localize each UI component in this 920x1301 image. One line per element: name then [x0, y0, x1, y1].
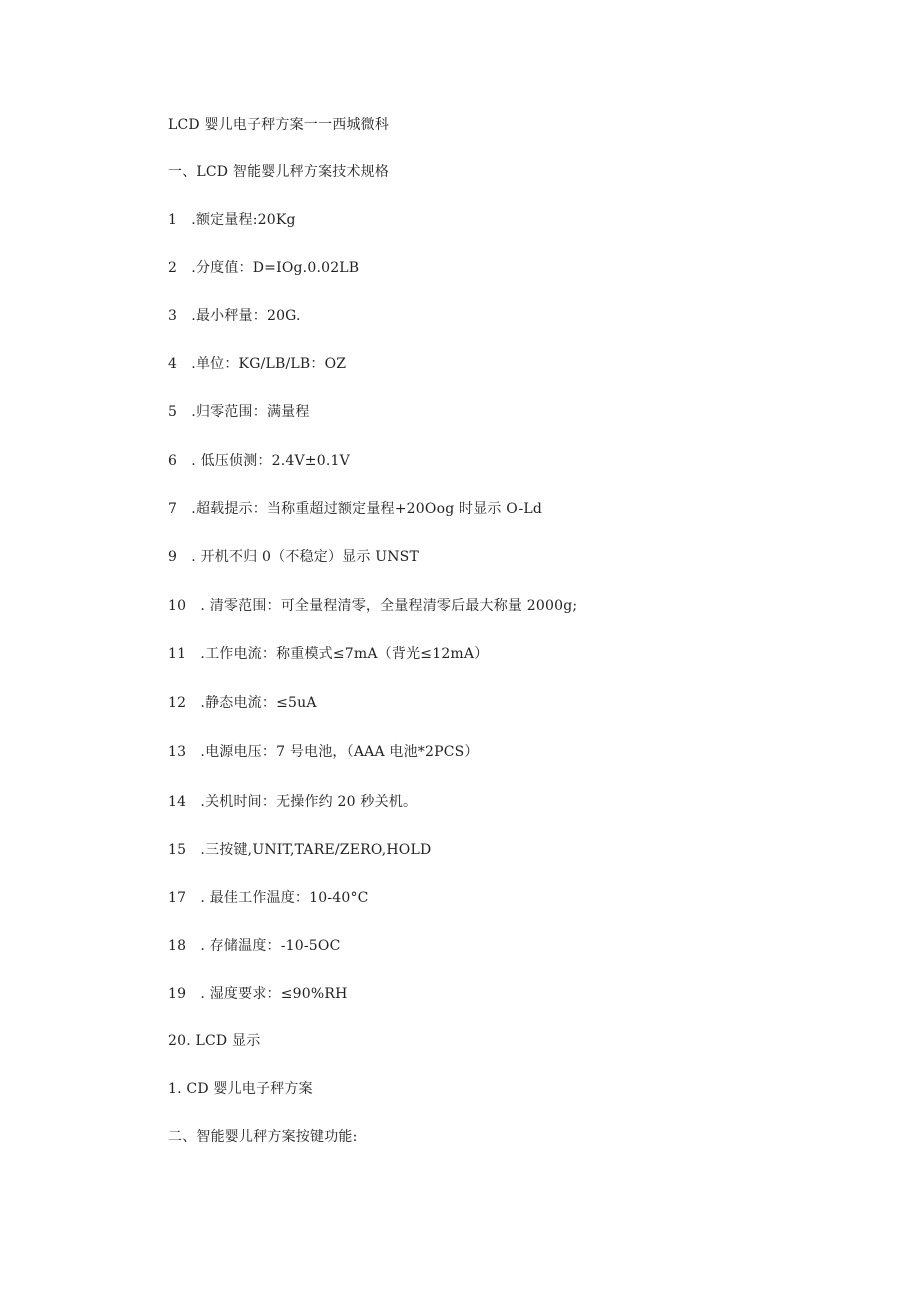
spec-item: 10 . 清零范围：可全量程清零，全量程清零后最大称量 2000g;	[168, 598, 578, 614]
lcd-display-item: 20. LCD 显示	[168, 1033, 261, 1049]
spec-item: 19 . 湿度要求：≤90%RH	[168, 986, 348, 1002]
spec-item: 4 .单位：KG/LB/LB：OZ	[168, 356, 347, 372]
spec-item: 1 .额定量程:20Kg	[168, 212, 296, 228]
spec-item: 12 .静态电流：≤5uA	[168, 695, 317, 711]
section-heading-specs: 一、LCD 智能婴儿秤方案技术规格	[168, 164, 390, 180]
spec-item: 15 .三按键,UNIT,TARE/ZERO,HOLD	[168, 842, 432, 858]
spec-item: 18 . 存储温度：-10-5OC	[168, 938, 341, 954]
section-heading-keys: 二、智能婴儿秤方案按键功能:	[168, 1129, 358, 1145]
spec-item: 7 .超载提示：当称重超过额定量程+20Oog 时显示 O-Ld	[168, 501, 543, 517]
document-title: LCD 婴儿电子秤方案一一西城微科	[168, 117, 390, 133]
spec-item: 11 .工作电流：称重模式≤7mA（背光≤12mA）	[168, 646, 489, 662]
spec-item: 2 .分度值：D=IOg.0.02LB	[168, 260, 360, 276]
lcd-plan-line: 1. CD 婴儿电子秤方案	[168, 1081, 313, 1097]
spec-item: 17 . 最佳工作温度：10-40°C	[168, 890, 369, 906]
spec-item: 13 .电源电压：7 号电池，（AAA 电池*2PCS）	[168, 744, 479, 760]
spec-item: 3 .最小秤量：20G.	[168, 308, 301, 324]
spec-item: 9 . 开机不归 0（不稳定）显示 UNST	[168, 549, 419, 565]
spec-item: 5 .归零范围：满量程	[168, 404, 310, 420]
spec-item: 6 . 低压侦测：2.4V±0.1V	[168, 453, 350, 469]
spec-item: 14 .关机时间：无操作约 20 秒关机。	[168, 794, 418, 810]
